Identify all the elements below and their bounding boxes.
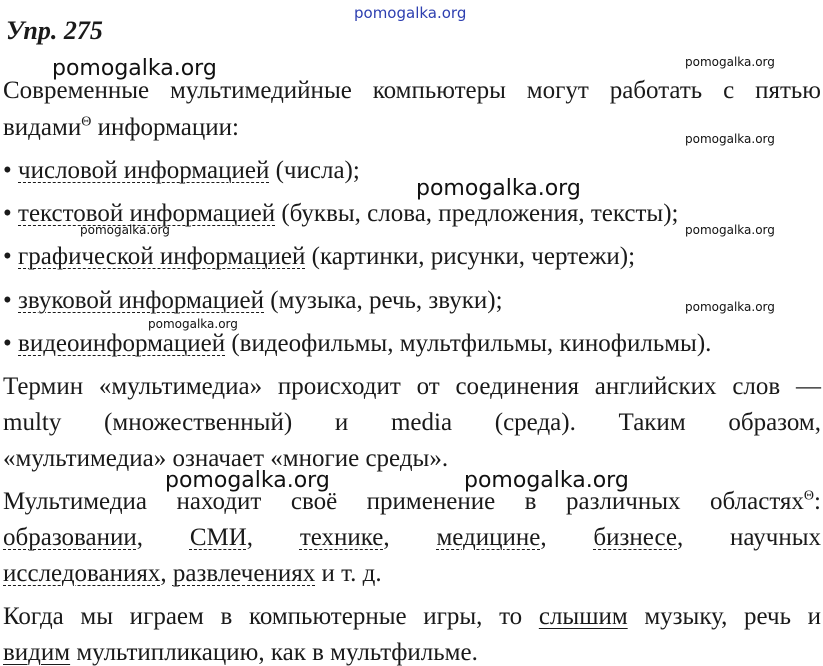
text-line: Термин «мультимедиа» происходит от соединения английских слов — [3,373,821,400]
field-term: бизнесе [593,524,677,551]
theta-mark: Θ [81,114,92,130]
watermark: pomogalka.org [685,55,775,69]
list-item: • числовой информацией (числа); [3,157,360,184]
watermark: pomogalka.org [416,176,581,201]
watermark: pomogalka.org [464,468,629,493]
text-line: исследованиях, развлечениях и т. д. [3,560,382,587]
list-term: текстовой информацией [18,200,276,227]
list-item: • текстовой информацией (буквы, слова, предложения, тексты); [3,200,679,227]
list-item: • видеоинформацией (видеофильмы, мультфильмы, кинофильмы). [3,330,712,357]
field-term: исследованиях [3,560,161,587]
field-term: СМИ [189,524,247,551]
list-item: • звуковой информацией (музыка, речь, звуки); [3,287,503,314]
watermark: pomogalka.org [685,132,775,146]
field-term: медицине [436,524,541,551]
text-line: multy (множественный) и media (среда). Таким образом, [3,409,821,436]
list-item: • графической информацией (картинки, рисунки, чертежи); [3,243,636,270]
list-term: видеоинформацией [18,330,226,357]
list-term: графической информацией [18,243,306,270]
verb-term: слышим [538,603,628,630]
theta-mark: Θ [803,488,815,504]
text-line: видим мультипликацию, как в мультфильме. [3,639,478,666]
field-term: развлечениях [172,560,316,587]
text-line: Современные мультимедийные компьютеры могут работать с пятью [3,77,821,104]
text-line: образовании, СМИ, технике, медицине, бизнесе, научных [3,524,822,551]
text-line: Когда мы играем в компьютерные игры, то слышим музыку, речь и [3,603,821,630]
field-term: образовании [3,524,137,551]
exercise-title: Упр. 275 [6,16,103,45]
watermark: pomogalka.org [685,223,775,237]
watermark: pomogalka.org [148,317,238,331]
watermark: pomogalka.org [685,300,775,314]
text-line: видами$^\Theta$ информации: [3,114,239,141]
watermark: pomogalka.org [80,223,170,237]
list-term: числовой информацией [18,157,270,184]
watermark: pomogalka.org [165,468,330,493]
text-line: «мультимедиа» означает «многие среды». [3,445,449,472]
text-line: Мультимедиа находит своё применение в различных областях$^\Theta$: [3,488,821,515]
watermark-top: pomogalka.org [354,4,467,22]
list-term: звуковой информацией [18,287,265,314]
field-term: технике [299,524,384,551]
watermark: pomogalka.org [52,56,217,81]
verb-term: видим [3,639,71,666]
